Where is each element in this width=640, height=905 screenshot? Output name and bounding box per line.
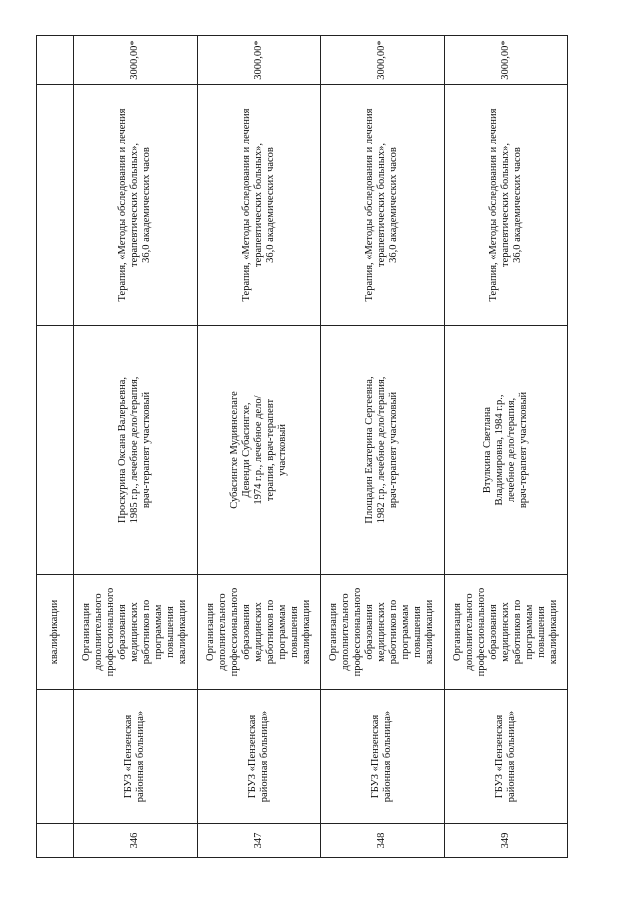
row-program: Терапия, «Методы обследования и лечения терапевтических больных», 36,0 академических часов [444, 85, 568, 326]
row-number: 348 [321, 824, 445, 858]
row-price: 3000,00* [321, 36, 445, 85]
row-type: Организация дополнительного профессионального образования медицинских работников по программам повышения квалификации [321, 575, 445, 690]
registry-table [36, 35, 568, 858]
row-price: 3000,00* [444, 36, 568, 85]
row-name: Субасингхе Мудиянселаге Девенди Субасингхе, 1974 г.р., лечебное дело/ терапия, врач-терапевт участковый [197, 326, 321, 575]
row-program: Терапия, «Методы обследования и лечения терапевтических больных», 36,0 академических часов [197, 85, 321, 326]
table-row [197, 36, 321, 858]
row-organization: ГБУЗ «Пензенская районная больница» [444, 690, 568, 824]
table-header-row [37, 36, 74, 858]
row-organization: ГБУЗ «Пензенская районная больница» [321, 690, 445, 824]
row-name: Втулкина Светлана Владимировна, 1984 г.р., лечебное дело/терапия, врач-терапевт участковый [444, 326, 568, 575]
row-type: Организация дополнительного профессионального образования медицинских работников по программам повышения квалификации [74, 575, 198, 690]
row-number: 347 [197, 824, 321, 858]
header-program-cell [37, 85, 74, 326]
row-organization: ГБУЗ «Пензенская районная больница» [197, 690, 321, 824]
header-name-cell [37, 326, 74, 575]
rotated-page [36, 36, 567, 858]
row-number: 349 [444, 824, 568, 858]
row-type: Организация дополнительного профессионального образования медицинских работников по программам повышения квалификации [444, 575, 568, 690]
table-row [321, 36, 445, 858]
header-price-cell [37, 36, 74, 85]
table-row [74, 36, 198, 858]
row-type: Организация дополнительного профессионального образования медицинских работников по программам повышения квалификации [197, 575, 321, 690]
row-price: 3000,00* [197, 36, 321, 85]
row-name: Проскурина Оксана Валерьевна, 1985 г.р., лечебное дело/терапия, врач-терапевт участковый [74, 326, 198, 575]
row-program: Терапия, «Методы обследования и лечения терапевтических больных», 36,0 академических часов [74, 85, 198, 326]
row-program: Терапия, «Методы обследования и лечения терапевтических больных», 36,0 академических часов [321, 85, 445, 326]
row-organization: ГБУЗ «Пензенская районная больница» [74, 690, 198, 824]
row-price: 3000,00* [74, 36, 198, 85]
table-row [444, 36, 568, 858]
row-name: Площадин Екатерина Сергеевна, 1982 г.р., лечебное дело/терапия, врач-терапевт участковый [321, 326, 445, 575]
header-type-cell: квалификации [37, 575, 74, 690]
header-organization-cell [37, 690, 74, 824]
row-number: 346 [74, 824, 198, 858]
header-number-cell [37, 824, 74, 858]
